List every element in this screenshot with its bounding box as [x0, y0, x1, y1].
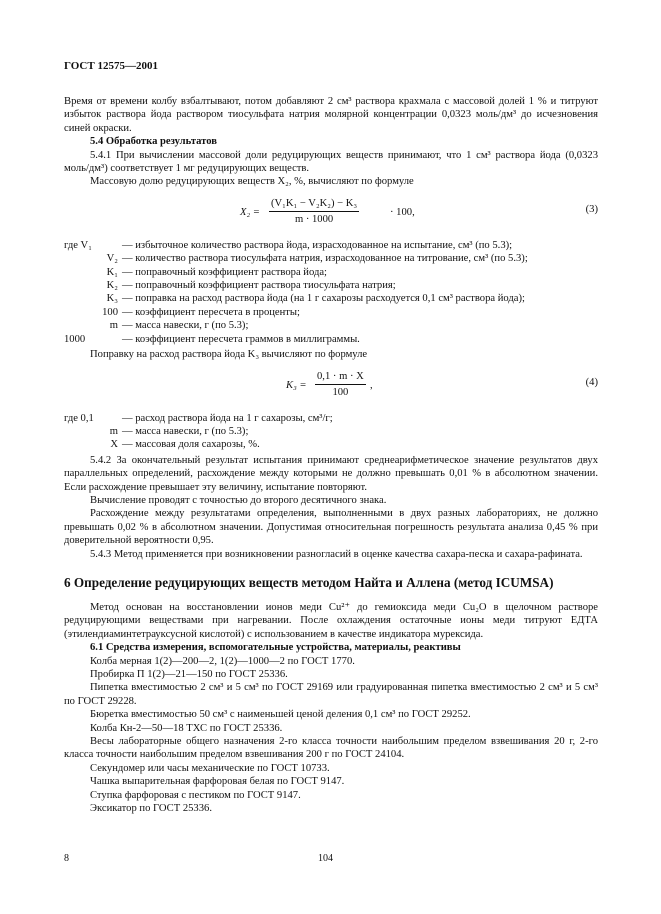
- section-5-4-heading: 5.4 Обработка результатов: [90, 136, 217, 148]
- document-body: [64, 95, 598, 815]
- paragraph-labs: Расхождение между результатами определения, выполненными в двух разных лабораториях, не должно превышать 0,02 % в абсолютном значении. Допустимая относительная погрешность результата анализа 0,45 % при доверительной вероятности 0,95.: [64, 508, 598, 547]
- paragraph-5-4-1: 5.4.1 При вычислении массовой доли редуцирующих веществ принимают, что 1 см³ раствора йода (0,0323 моль/дм³) соответствует 1 мг редуцирующих веществ.: [64, 149, 598, 175]
- definition-label: 1000: [64, 333, 86, 345]
- formula-4-number: (4): [585, 376, 598, 388]
- definition-label: X: [110, 439, 118, 451]
- equipment-item: Колба Кн-2—50—18 ТХС по ГОСТ 25336.: [90, 722, 283, 734]
- formula-4-lhs: K₃ =: [286, 379, 307, 391]
- definition-label: где V₁: [64, 239, 92, 251]
- equipment-item: Колба мерная 1(2)—200—2, 1(2)—1000—2 по ГОСТ 1770.: [90, 655, 355, 667]
- formula-3-lhs: X₂ =: [240, 206, 260, 218]
- definition-label: где 0,1: [64, 412, 94, 424]
- formula-3-denominator: m · 1000: [294, 214, 334, 226]
- definition-row: [64, 266, 598, 279]
- formula-3-numerator: (V₁K₁ − V₂K₂) − K₃: [269, 197, 359, 212]
- intro-paragraph: Время от времени колбу взбалтывают, потом добавляют 2 см³ раствора крахмала с массовой долей 1 % и титруют избыток раствора йода раствором тиосульфата натрия молярной концентрации 0,0323 моль/дм³ до исчезновения синей окраски.: [64, 96, 598, 134]
- definition-text: — количество раствора тиосульфата натрия, израсходованное на титрование, см³ (по 5.3);: [122, 253, 528, 265]
- definition-text: — коэффициент пересчета граммов в миллиграммы.: [122, 333, 360, 345]
- page-number: 8: [64, 853, 69, 864]
- definition-row: [64, 319, 598, 332]
- definition-row: [64, 412, 598, 425]
- definition-text: — масса навески, г (по 5.3);: [122, 425, 249, 437]
- paragraph-5-4-2: 5.4.2 За окончательный результат испытания принимают среднеарифметическое значение результатов двух параллельных определений, расхождение между которыми не должно превышать 0,01 % в абсолютном значении. Если расхождение превышает эту величину, испытание повторяют.: [64, 454, 598, 493]
- formula-4-definitions: [64, 412, 598, 452]
- section-6-heading: 6 Определение редуцирующих веществ методом Найта и Аллена (метод ICUMSA): [64, 574, 554, 590]
- definition-row: [64, 333, 598, 346]
- definition-text: — поправка на расход раствора йода (на 1 г сахарозы расходуется 0,1 см³ раствора йода);: [122, 293, 525, 305]
- equipment-item: Бюретка вместимостью 50 см³ с наименьшей ценой деления 0,1 см³ по ГОСТ 29252.: [90, 709, 471, 721]
- definition-text: — поправочный коэффициент раствора тиосульфата натрия;: [122, 280, 396, 292]
- definition-label: m: [109, 320, 118, 332]
- definition-row: [64, 425, 598, 438]
- definition-text: — расход раствора йода на 1 г сахарозы, см³/г;: [122, 412, 333, 424]
- definition-row: [64, 239, 598, 252]
- equipment-item: Чашка выпарительная фарфоровая белая по ГОСТ 9147.: [90, 776, 345, 788]
- definition-label: K₁: [106, 266, 118, 278]
- definition-row: [64, 279, 598, 292]
- formula-3-tail: · 100,: [390, 206, 415, 218]
- definition-label: V₂: [106, 253, 118, 265]
- formula-4-numerator: 0,1 · m · X: [315, 370, 366, 385]
- definition-text: — поправочный коэффициент раствора йода;: [122, 266, 328, 278]
- paragraph-calculation: Вычисление проводят с точностью до второго десятичного знака.: [90, 494, 387, 506]
- definition-label: K₂: [106, 280, 118, 292]
- definition-label: 100: [102, 306, 118, 318]
- formula-4-intro: Поправку на расход раствора йода K₃ вычисляют по формуле: [90, 349, 368, 361]
- definition-label: K₃: [106, 293, 118, 305]
- equipment-item: Эксикатор по ГОСТ 25336.: [90, 803, 212, 815]
- definition-text: — масса навески, г (по 5.3);: [122, 320, 249, 332]
- definition-row: [64, 252, 598, 265]
- formula-3-intro: Массовую долю редуцирующих веществ X₂, %, вычисляют по формуле: [90, 176, 414, 188]
- formula-4-denominator: 100: [332, 386, 349, 398]
- equipment-item: Весы лабораторные общего назначения 2-го класса точности наибольшим пределом взвешивания 20 г, 2-го класса точности наибольшим пределом взвешивания 200 г по ГОСТ 24104.: [64, 736, 598, 761]
- formula-4-fraction: [315, 370, 366, 400]
- definition-row: [64, 292, 598, 305]
- definition-label: m: [109, 425, 118, 437]
- definition-text: — массовая доля сахарозы, %.: [122, 439, 260, 451]
- equipment-item: Ступка фарфоровая с пестиком по ГОСТ 9147.: [90, 789, 301, 801]
- paragraph-5-4-3: 5.4.3 Метод применяется при возникновении разногласий в оценке качества сахара-песка и сахара-рафината.: [90, 548, 583, 560]
- equipment-item: Секундомер или часы механические по ГОСТ 10733.: [90, 762, 330, 774]
- formula-3: [64, 195, 598, 233]
- formula-3-number: (3): [585, 203, 598, 215]
- equipment-item: Пипетка вместимостью 2 см³ и 5 см³ по ГОСТ 29169 или градуированная пипетка вместимостью 2 см³ и 5 см³ по ГОСТ 29228.: [64, 682, 598, 707]
- equipment-item: Пробирка П 1(2)—21—150 по ГОСТ 25336.: [90, 669, 288, 680]
- definition-text: — избыточное количество раствора йода, израсходованное на испытание, см³ (по 5.3);: [122, 239, 513, 251]
- formula-3-fraction: [269, 197, 359, 227]
- definition-text: — коэффициент пересчета в проценты;: [122, 306, 300, 318]
- formula-4-tail: ,: [370, 379, 373, 391]
- formula-4: [64, 368, 598, 406]
- definition-row: [64, 306, 598, 319]
- definition-row: [64, 438, 598, 451]
- sheet-number: 104: [318, 853, 333, 864]
- page-header: ГОСТ 12575—2001: [64, 60, 158, 72]
- section-6-1-heading: 6.1 Средства измерения, вспомогательные устройства, материалы, реактивы: [90, 642, 461, 654]
- formula-3-definitions: [64, 239, 598, 346]
- section-6-intro: Метод основан на восстановлении ионов меди Cu²⁺ до гемиоксида меди Cu₂O в щелочном растворе редуцирующими веществами при нагревании. После охлаждения остаточные ионы меди титруют ЕДТА (этилендиаминтетрауксусной кислотой) с использованием в качестве индикатора мурексида.: [64, 601, 598, 640]
